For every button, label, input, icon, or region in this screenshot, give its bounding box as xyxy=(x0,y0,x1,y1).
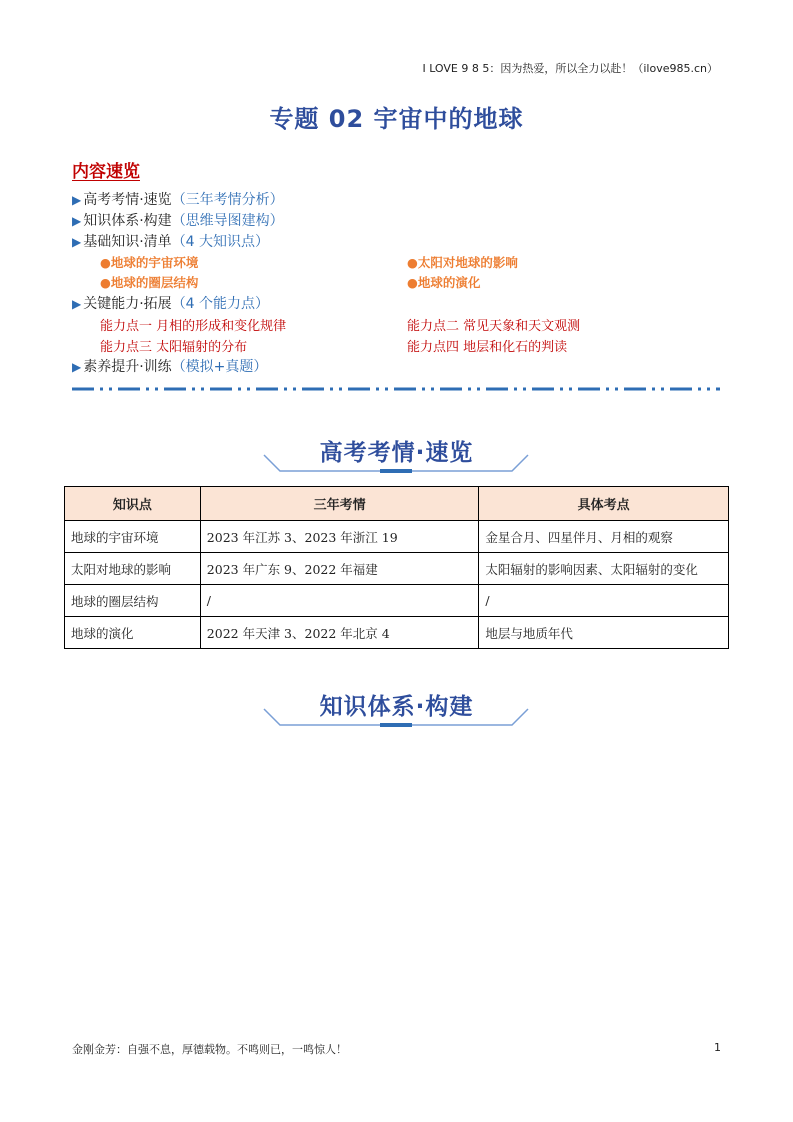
table-cell: 太阳对地球的影响 xyxy=(65,553,201,585)
triangle-bullet-icon: ▶ xyxy=(72,297,82,311)
toc-heading: 内容速览 xyxy=(72,162,140,182)
ability-point[interactable]: 能力点二 常见天象和天文观测 xyxy=(407,319,581,334)
toc-item-knowledge-system[interactable] xyxy=(72,210,284,230)
table-row xyxy=(65,521,729,553)
toc-item-sub: （模拟+真题） xyxy=(171,359,268,375)
table-cell: 2023 年广东 9、2022 年福建 xyxy=(200,553,479,585)
triangle-bullet-icon: ▶ xyxy=(72,360,82,374)
knowledge-point[interactable]: ●太阳对地球的影响 xyxy=(407,255,518,270)
triangle-bullet-icon: ▶ xyxy=(72,235,82,249)
triangle-bullet-icon: ▶ xyxy=(72,214,82,228)
toc-item-label: 高考考情·速览 xyxy=(83,192,172,208)
table-cell: 太阳辐射的影响因素、太阳辐射的变化 xyxy=(479,553,729,585)
dash-dot-divider xyxy=(72,386,720,392)
ability-point[interactable]: 能力点四 地层和化石的判读 xyxy=(407,340,568,355)
toc-item-label: 知识体系·构建 xyxy=(83,213,172,229)
table-cell: 2023 年江苏 3、2023 年浙江 19 xyxy=(200,521,479,553)
table-header-row xyxy=(65,487,729,521)
column-header: 具体考点 xyxy=(479,487,729,521)
toc-item-exam-overview[interactable] xyxy=(72,189,284,209)
table-row xyxy=(65,585,729,617)
section-title-knowledge-system: 知识体系·构建 xyxy=(319,694,474,720)
column-header: 三年考情 xyxy=(200,487,479,521)
table-row xyxy=(65,617,729,649)
table-cell: 地球的演化 xyxy=(65,617,201,649)
table-cell: 地球的宇宙环境 xyxy=(65,521,201,553)
ability-point[interactable]: 能力点一 月相的形成和变化规律 xyxy=(100,319,287,334)
toc-item-label: 基础知识·清单 xyxy=(83,234,172,250)
section-title-exam-overview: 高考考情·速览 xyxy=(319,440,474,466)
toc-item-sub: （思维导图建构） xyxy=(171,213,284,229)
triangle-bullet-icon: ▶ xyxy=(72,193,82,207)
table-cell: 地球的圈层结构 xyxy=(65,585,201,617)
table-cell: / xyxy=(479,585,729,617)
table-cell: / xyxy=(200,585,479,617)
exam-overview-table xyxy=(64,486,729,649)
table-row xyxy=(65,553,729,585)
toc-item-label: 关键能力·拓展 xyxy=(83,296,172,312)
knowledge-point[interactable]: ●地球的圈层结构 xyxy=(100,275,199,290)
ability-point[interactable]: 能力点三 太阳辐射的分布 xyxy=(100,340,248,355)
knowledge-point[interactable]: ●地球的演化 xyxy=(407,275,481,290)
table-cell: 地层与地质年代 xyxy=(479,617,729,649)
toc-item-key-abilities[interactable] xyxy=(72,293,269,313)
table-cell: 金星合月、四星伴月、月相的观察 xyxy=(479,521,729,553)
page-title: 专题 02 宇宙中的地球 xyxy=(269,105,524,133)
footer-motto: 金刚金芳：自强不息，厚德载物。不鸣则已，一鸣惊人！ xyxy=(72,1043,347,1056)
table-cell: 2022 年天津 3、2022 年北京 4 xyxy=(200,617,479,649)
toc-item-sub: （4 个能力点） xyxy=(171,296,270,312)
toc-item-sub: （4 大知识点） xyxy=(171,234,270,250)
toc-item-label: 素养提升·训练 xyxy=(83,359,172,375)
toc-item-training[interactable] xyxy=(72,356,267,376)
toc-item-sub: （三年考情分析） xyxy=(171,192,284,208)
page-number: 1 xyxy=(714,1041,721,1054)
header-slogan: I LOVE 9 8 5：因为热爱，所以全力以赴！（ilove985.cn） xyxy=(422,62,718,75)
column-header: 知识点 xyxy=(65,487,201,521)
toc-item-basic-knowledge[interactable] xyxy=(72,231,269,251)
knowledge-point[interactable]: ●地球的宇宙环境 xyxy=(100,255,199,270)
